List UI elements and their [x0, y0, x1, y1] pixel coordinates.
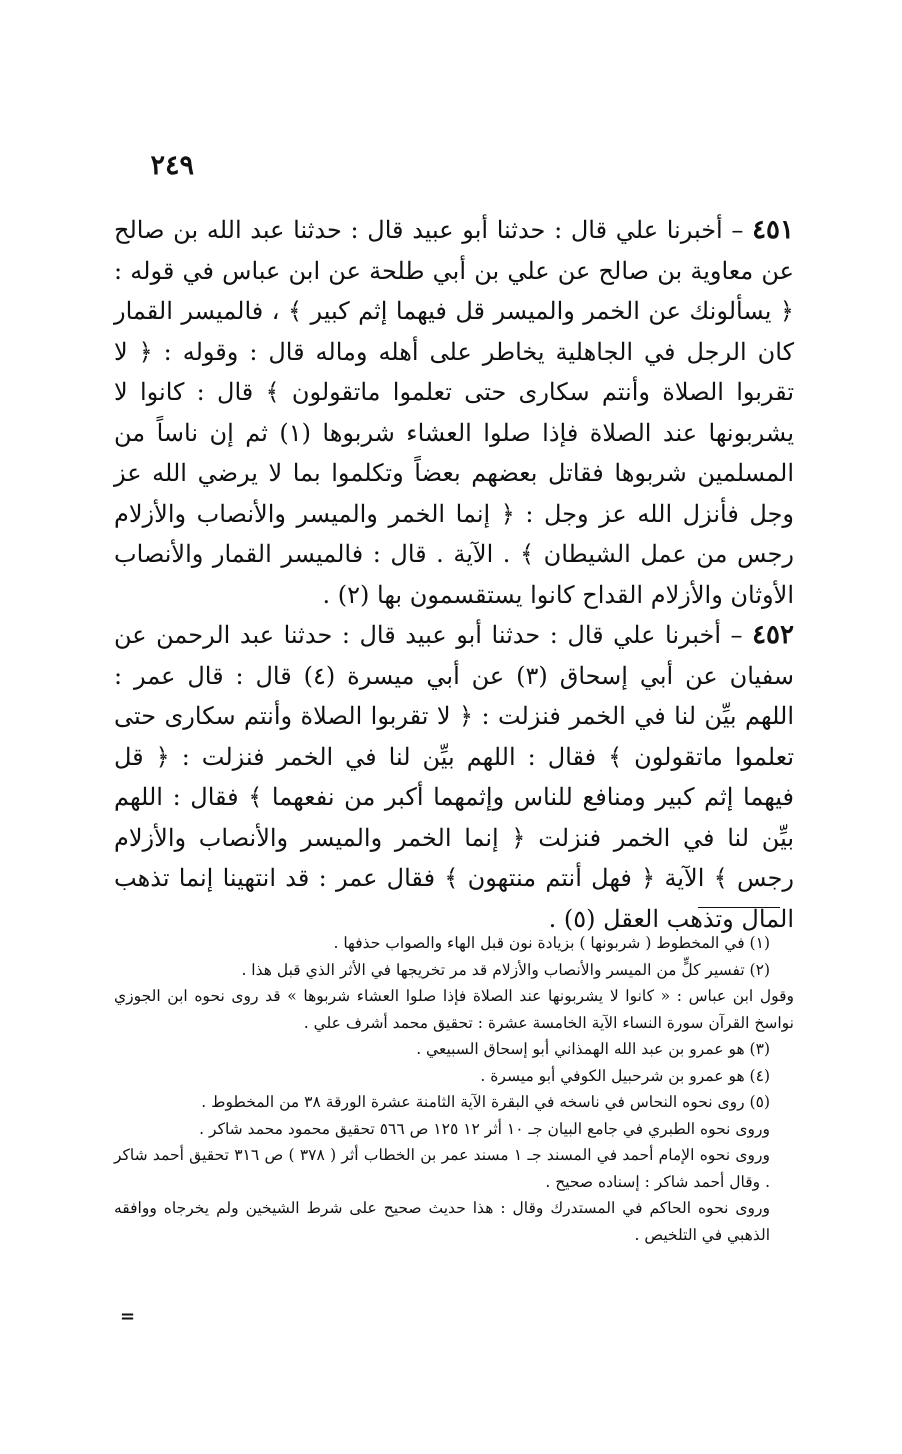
footnote-continuation: وروى نحوه الطبري في جامع البيان جـ ١٠ أثر ١٢ ١٢٥ ص ٥٦٦ تحقيق محمود محمد شاكر .	[199, 1119, 770, 1138]
entry-paragraph	[114, 615, 794, 939]
entry-number: ٤٥١	[752, 215, 794, 245]
continuation-mark: =	[120, 1306, 136, 1327]
footnote-separator	[698, 907, 780, 908]
footnote-continuation: وروى نحوه الإمام أحمد في المسند جـ ١ مسند عمر بن الخطاب أثر ( ٣٧٨ ) ص ٣١٦ تحقيق أحمد شاكر . وقال أحمد شاكر : إسناده صحيح .	[114, 1146, 771, 1191]
page-number: ٢٤٩	[150, 150, 194, 181]
footnote: (٢) تفسير كلٍّ من الميسر والأنصاب والأزلام قد مر تخريجها في الأثر الذي قبل هذا .	[241, 960, 770, 979]
footnote-continuation: وروى نحوه الحاكم في المستدرك وقال : هذا حديث صحيح على شرط الشيخين ولم يخرجاه ووافقه الذهبي في التلخيص .	[114, 1199, 770, 1244]
footnote: (٥) روى نحوه النحاس في ناسخه في البقرة الآية الثامنة عشرة الورقة ٣٨ من المخطوط .	[201, 1093, 770, 1111]
entry-text: – أخبرنا علي قال : حدثنا أبو عبيد قال : حدثنا عبد الله بن صالح عن معاوية بن صالح عن علي بن أبي طلحة عن ابن عباس في قوله : ﴿ يسألونك عن الخمر والميسر قل فيهما إثم كبير ﴾ ، فالميسر القمار كان الرجل في الجاهلية يخاطر على أهله وماله قال : وقوله : ﴿ لا تقربوا الصلاة وأنتم سكارى حتى تعلموا ماتقولون ﴾ قال : كانوا لا يشربونها عند الصلاة فإذا صلوا العشاء شربوها (١) ثم إن ناساً من المسلمين شربوها فقاتل بعضهم بعضاً وتكلموا بما لا يرضي الله عز وجل فأنزل الله عز وجل : ﴿ إنما الخمر والميسر والأنصاب والأزلام رجس من عمل الشيطان ﴾ . الآية . قال : فالميسر القمار والأنصاب الأوثان والأزلام القداح كانوا يستقسمون بها (٢) .	[114, 216, 794, 609]
footnote: (١) في المخطوط ( شربونها ) بزيادة نون قبل الهاء والصواب حذفها .	[333, 934, 770, 952]
footnote: (٤) هو عمرو بن شرحبيل الكوفي أبو ميسرة .	[480, 1066, 770, 1085]
main-text	[114, 210, 794, 939]
footnotes	[114, 930, 794, 1248]
footnote-continuation: وقول ابن عباس : « كانوا لا يشربونها عند الصلاة فإذا صلوا العشاء شربوها » قد روى نحوه ابن الجوزي نواسخ القرآن سورة النساء الآية الخامسة عشرة : تحقيق محمد أشرف علي .	[114, 987, 794, 1032]
entry-number: ٤٥٢	[752, 620, 794, 650]
entry-paragraph	[114, 210, 794, 615]
entry-text: – أخبرنا علي قال : حدثنا أبو عبيد قال : حدثنا عبد الرحمن عن سفيان عن أبي إسحاق (٣) عن أبي ميسرة (٤) قال : قال عمر : اللهم بيِّن لنا في الخمر فنزلت : ﴿ لا تقربوا الصلاة وأنتم سكارى حتى تعلموا ماتقولون ﴾ فقال : اللهم بيِّن لنا في الخمر فنزلت : ﴿ قل فيهما إثم كبير ومنافع للناس وإثمهما أكبر من نفعهما ﴾ فقال : اللهم بيِّن لنا في الخمر فنزلت ﴿ إنما الخمر والميسر والأنصاب والأزلام رجس ﴾ الآية ﴿ فهل أنتم منتهون ﴾ فقال عمر : قد انتهينا إنما تذهب المال وتذهب العقل (٥) .	[114, 621, 795, 933]
footnote: (٣) هو عمرو بن عبد الله الهمذاني أبو إسحاق السبيعي .	[416, 1040, 770, 1058]
